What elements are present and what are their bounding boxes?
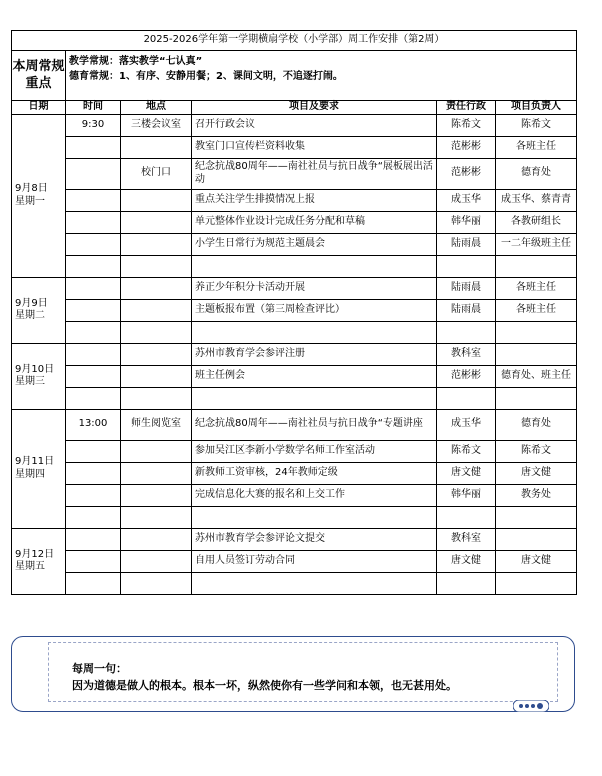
header-dept: 责任行政 — [437, 101, 496, 115]
header-place: 地点 — [121, 101, 192, 115]
place-cell — [121, 255, 192, 277]
page-title: 2025-2026学年第一学期横扇学校（小学部）周工作安排（第2周） — [12, 31, 577, 51]
table-row — [12, 233, 577, 255]
owner-cell — [496, 506, 577, 528]
table-row — [12, 136, 577, 158]
task-cell: 苏州市教育学会参评论文提交 — [192, 528, 437, 550]
place-cell — [121, 211, 192, 233]
table-row — [12, 462, 577, 484]
day-date: 9月8日 — [15, 183, 48, 194]
table-row — [12, 343, 577, 365]
owner-cell: 唐文健 — [496, 462, 577, 484]
time-cell — [66, 387, 121, 409]
task-cell — [192, 255, 437, 277]
place-cell: 三楼会议室 — [121, 114, 192, 136]
time-cell — [66, 440, 121, 462]
task-cell — [192, 572, 437, 594]
dept-cell: 陆雨晨 — [437, 277, 496, 299]
task-cell: 养正少年积分卡活动开展 — [192, 277, 437, 299]
focus-label: 本周常规重点 — [12, 51, 66, 101]
owner-cell: 教务处 — [496, 484, 577, 506]
task-cell: 参加吴江区李新小学数学名师工作室活动 — [192, 440, 437, 462]
dept-cell — [437, 321, 496, 343]
day-date: 9月12日 — [15, 548, 55, 560]
table-row — [12, 114, 577, 136]
time-cell — [66, 255, 121, 277]
dept-cell: 韩华丽 — [437, 484, 496, 506]
place-cell — [121, 136, 192, 158]
task-cell: 完成信息化大赛的报名和上交工作 — [192, 484, 437, 506]
place-cell — [121, 233, 192, 255]
time-cell — [66, 343, 121, 365]
schedule-table — [11, 30, 577, 595]
time-cell — [66, 550, 121, 572]
table-row — [12, 255, 577, 277]
task-cell — [192, 321, 437, 343]
table-row — [12, 299, 577, 321]
dept-cell: 陈希文 — [437, 440, 496, 462]
place-cell — [121, 277, 192, 299]
owner-cell — [496, 572, 577, 594]
owner-cell — [496, 387, 577, 409]
time-cell — [66, 158, 121, 189]
task-cell — [192, 506, 437, 528]
dept-cell: 教科室 — [437, 528, 496, 550]
day-date: 9月9日 — [15, 297, 48, 309]
dept-cell: 范彬彬 — [437, 136, 496, 158]
place-cell — [121, 189, 192, 211]
day-cell — [12, 343, 66, 409]
task-cell: 自用人员签订劳动合同 — [192, 550, 437, 572]
owner-cell: 各班主任 — [496, 136, 577, 158]
focus-line-moral: 德育常规：1、有序、安静用餐；2、课间文明，不追逐打闹。 — [69, 70, 343, 82]
time-cell — [66, 321, 121, 343]
table-row — [12, 387, 577, 409]
header-date: 日期 — [12, 101, 66, 115]
table-row — [12, 550, 577, 572]
quote-text: 因为道德是做人的根本。根本一坏，纵然使你有一些学问和本领，也无甚用处。 — [72, 679, 457, 692]
task-cell — [192, 387, 437, 409]
focus-content — [66, 51, 577, 101]
owner-cell: 唐文健 — [496, 550, 577, 572]
time-cell — [66, 277, 121, 299]
owner-cell: 陈希文 — [496, 114, 577, 136]
dept-cell: 范彬彬 — [437, 158, 496, 189]
focus-line-teaching: 教学常规：落实教学“七认真” — [69, 56, 203, 67]
table-row — [12, 365, 577, 387]
quote-title: 每周一句： — [72, 662, 127, 675]
time-cell: 9:30 — [66, 114, 121, 136]
day-weekday: 星期一 — [15, 195, 45, 207]
day-cell — [12, 114, 66, 277]
table-row — [12, 506, 577, 528]
dept-cell — [437, 387, 496, 409]
place-cell — [121, 572, 192, 594]
header-time: 时间 — [66, 101, 121, 115]
owner-cell: 陈希文 — [496, 440, 577, 462]
dept-cell: 陆雨晨 — [437, 233, 496, 255]
time-cell — [66, 299, 121, 321]
owner-cell: 德育处 — [496, 409, 577, 440]
dept-cell: 成玉华 — [437, 409, 496, 440]
day-date: 9月11日 — [15, 456, 55, 467]
time-cell — [66, 462, 121, 484]
table-row — [12, 484, 577, 506]
time-cell — [66, 506, 121, 528]
owner-cell: 成玉华、蔡青青 — [496, 189, 577, 211]
day-weekday: 星期二 — [15, 310, 45, 321]
table-row — [12, 189, 577, 211]
place-cell: 师生阅览室 — [121, 409, 192, 440]
dept-cell: 唐文健 — [437, 462, 496, 484]
owner-cell — [496, 343, 577, 365]
table-row — [12, 277, 577, 299]
owner-cell — [496, 528, 577, 550]
time-cell: 13:00 — [66, 409, 121, 440]
time-cell — [66, 189, 121, 211]
place-cell — [121, 484, 192, 506]
day-date: 9月10日 — [15, 363, 55, 375]
place-cell — [121, 343, 192, 365]
owner-cell: 德育处 — [496, 158, 577, 189]
task-cell: 班主任例会 — [192, 365, 437, 387]
time-cell — [66, 572, 121, 594]
place-cell — [121, 321, 192, 343]
owner-cell — [496, 255, 577, 277]
owner-cell: 各班主任 — [496, 277, 577, 299]
dept-cell: 范彬彬 — [437, 365, 496, 387]
header-item: 项目及要求 — [192, 101, 437, 115]
day-weekday: 星期五 — [15, 561, 45, 572]
time-cell — [66, 233, 121, 255]
task-cell: 小学生日常行为规范主题晨会 — [192, 233, 437, 255]
time-cell — [66, 211, 121, 233]
time-cell — [66, 365, 121, 387]
table-row — [12, 572, 577, 594]
dept-cell — [437, 506, 496, 528]
place-cell — [121, 550, 192, 572]
place-cell — [121, 462, 192, 484]
place-cell — [121, 440, 192, 462]
decor-dots-icon — [513, 700, 549, 712]
day-weekday: 星期三 — [15, 376, 45, 387]
time-cell — [66, 136, 121, 158]
table-row — [12, 409, 577, 440]
task-cell: 重点关注学生排摸情况上报 — [192, 189, 437, 211]
task-cell: 召开行政会议 — [192, 114, 437, 136]
task-cell: 教室门口宣传栏资料收集 — [192, 136, 437, 158]
dept-cell: 唐文健 — [437, 550, 496, 572]
task-cell: 苏州市教育学会参评注册 — [192, 343, 437, 365]
owner-cell: 一二年级班主任 — [496, 233, 577, 255]
owner-cell: 德育处、班主任 — [496, 365, 577, 387]
table-row — [12, 440, 577, 462]
table-row — [12, 528, 577, 550]
weekly-schedule-sheet — [11, 30, 576, 595]
task-cell: 单元整体作业设计完成任务分配和草稿 — [192, 211, 437, 233]
table-row — [12, 158, 577, 189]
task-cell: 纪念抗战80周年——南社社员与抗日战争“展板展出活动 — [192, 158, 437, 189]
task-cell: 纪念抗战80周年——南社社员与抗日战争“专题讲座 — [192, 409, 437, 440]
table-row — [12, 211, 577, 233]
place-cell — [121, 299, 192, 321]
day-cell — [12, 409, 66, 528]
day-weekday: 星期四 — [15, 468, 45, 480]
day-cell — [12, 277, 66, 343]
time-cell — [66, 528, 121, 550]
table-header — [12, 101, 577, 115]
dept-cell — [437, 255, 496, 277]
dept-cell: 陆雨晨 — [437, 299, 496, 321]
table-row — [12, 321, 577, 343]
task-cell: 主题板报布置（第三周检查评比） — [192, 299, 437, 321]
place-cell: 校门口 — [121, 158, 192, 189]
day-cell — [12, 528, 66, 594]
dept-cell: 韩华丽 — [437, 211, 496, 233]
place-cell — [121, 387, 192, 409]
dept-cell: 陈希文 — [437, 114, 496, 136]
place-cell — [121, 506, 192, 528]
owner-cell: 各教研组长 — [496, 211, 577, 233]
dept-cell: 教科室 — [437, 343, 496, 365]
dept-cell: 成玉华 — [437, 189, 496, 211]
dept-cell — [437, 572, 496, 594]
task-cell: 新教师工资审核，24年教师定级 — [192, 462, 437, 484]
place-cell — [121, 365, 192, 387]
time-cell — [66, 484, 121, 506]
owner-cell — [496, 321, 577, 343]
owner-cell: 各班主任 — [496, 299, 577, 321]
header-owner: 项目负责人 — [496, 101, 577, 115]
place-cell — [121, 528, 192, 550]
